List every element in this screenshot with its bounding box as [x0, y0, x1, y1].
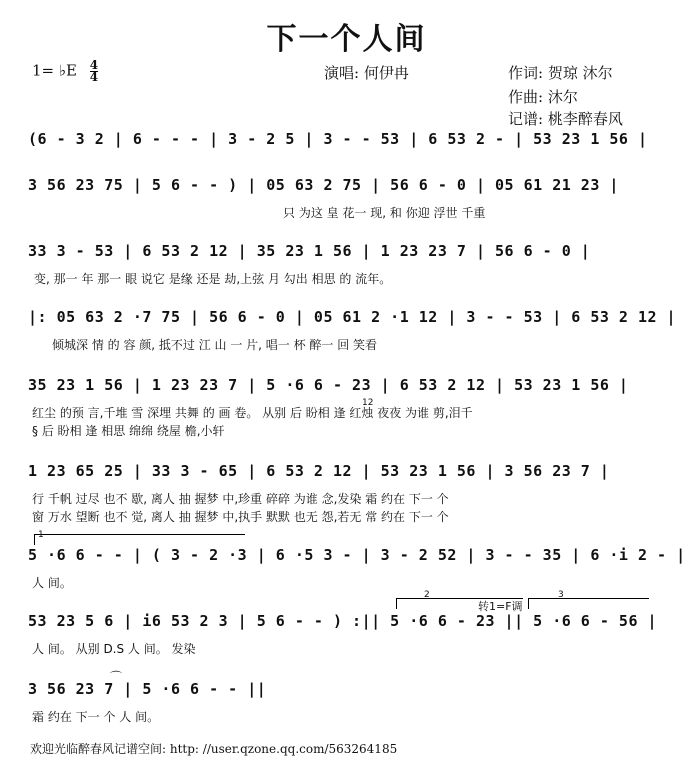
lyrics-line-5b: § 后 盼相 逢 相思 绵绵 绕屋 檐,小轩: [32, 424, 225, 438]
notes-line-6: 1 23 65 25 | 33 3 - 65 | 6 53 2 12 | 53 23 1 56 | 3 56 23 7 |: [28, 462, 610, 480]
song-title: 下一个人间: [266, 22, 427, 57]
composer-credit: 作曲: 沐尔: [508, 88, 578, 106]
score-line-6: [28, 462, 668, 524]
notes-line-1: (6 - 3 2 | 6 - - - | 3 - 2 5 | 3 - - 53 | 6 53 2 - | 53 23 1 56 |: [28, 130, 648, 148]
score-line-4: [28, 308, 677, 356]
key-signature: [32, 60, 98, 83]
lyrics-line-2: 只 为这 皇 花一 现, 和 你迎 浮世 千重: [283, 206, 486, 220]
notes-line-2: 3 56 23 75 | 5 6 - - ) | 05 63 2 75 | 56 6 - 0 | 05 61 21 23 |: [28, 176, 619, 194]
time-sig-bottom: 4: [89, 70, 99, 84]
notes-line-3: 33 3 - 53 | 6 53 2 12 | 35 23 1 56 | 1 23 23 7 | 56 6 - 0 |: [28, 242, 591, 260]
volta-number-2: 2: [424, 590, 430, 600]
lyrics-line-6a: 行 千帆 过尽 也不 歇, 离人 抽 握梦 中,珍重 碎碎 为谁 念,发染 霜 约在 下一 个: [32, 492, 449, 506]
score-line-7: [28, 530, 686, 590]
lyrics-line-3: 变, 那一 年 那一 眼 说它 是缘 还是 劫,上弦 月 勾出 相思 的 流年。: [34, 272, 392, 286]
lyrics-line-7: 人 间。: [32, 576, 72, 590]
notes-line-7: 5 ·6 6 - - | ( 3 - 2 ·3 | 6 ·5 3 - | 3 - 2 52 | 3 - - 35 | 6 ·i 2 - |: [28, 546, 686, 564]
volta-number-3: 3: [558, 590, 564, 600]
key-change-marker: 转1=F调: [478, 600, 523, 613]
volta-bracket-3: [528, 598, 649, 609]
lyrics-line-9: 霜 约在 下一 个 人 间。: [32, 710, 160, 724]
lyrics-line-8: 人 间。 从别 D.S 人 间。 发染: [32, 642, 196, 656]
lyrics-line-5a: 红尘 的预 言,千堆 雪 深埋 共舞 的 画 卷。 从别 后 盼相 逢 红烛 夜夜 为谁 剪,泪千: [32, 406, 473, 420]
transcriber-credit: 记谱: 桃李醉春风: [508, 110, 623, 128]
notes-line-4: |: 05 63 2 ·7 75 | 56 6 - 0 | 05 61 2 ·1 12 | 3 - - 53 | 6 53 2 12 |: [28, 308, 677, 326]
footer-text: 欢迎光临醉春风记谱空间: http: //user.qzone.qq.com/563264185: [30, 742, 398, 756]
fermata-icon: ⌒: [110, 670, 123, 684]
lyricist-credit: 作词: 贺琼 沐尔: [508, 64, 613, 82]
score-line-3: [28, 242, 668, 290]
score-line-5: [28, 376, 668, 442]
segno-superscript: 12: [362, 398, 374, 408]
time-sig-top: 4: [89, 58, 99, 72]
score-line-2: [28, 176, 668, 224]
score-line-1: [28, 130, 668, 170]
score-line-9: [28, 670, 668, 728]
volta-number-1: 1: [38, 530, 44, 540]
notes-line-8: 53 23 5 6 | i6 53 2 3 | 5 6 - - ) :|| 5 ·6 6 - 23 || 5 ·6 6 - 56 |: [28, 612, 658, 630]
lyrics-line-6b: 窗 万水 望断 也不 觉, 离人 抽 握梦 中,执手 默默 也无 怨,若无 常 约在 下一 个: [32, 510, 449, 524]
notes-line-5: 35 23 1 56 | 1 23 23 7 | 5 ·6 6 - 23 | 6 53 2 12 | 53 23 1 56 |: [28, 376, 629, 394]
score-line-8: [28, 590, 668, 660]
time-signature: [90, 60, 98, 83]
singer-credit: 演唱: 何伊冉: [324, 64, 409, 82]
lyrics-line-4: 倾城深 情 的 容 颜, 抵不过 江 山 一 片, 唱一 杯 醉一 回 笑看: [52, 338, 378, 352]
key-label: 1= ♭E: [32, 61, 77, 80]
notes-line-9: 3 56 23 7 | 5 ·6 6 - - ||: [28, 680, 267, 698]
volta-bracket-1: [34, 534, 245, 545]
